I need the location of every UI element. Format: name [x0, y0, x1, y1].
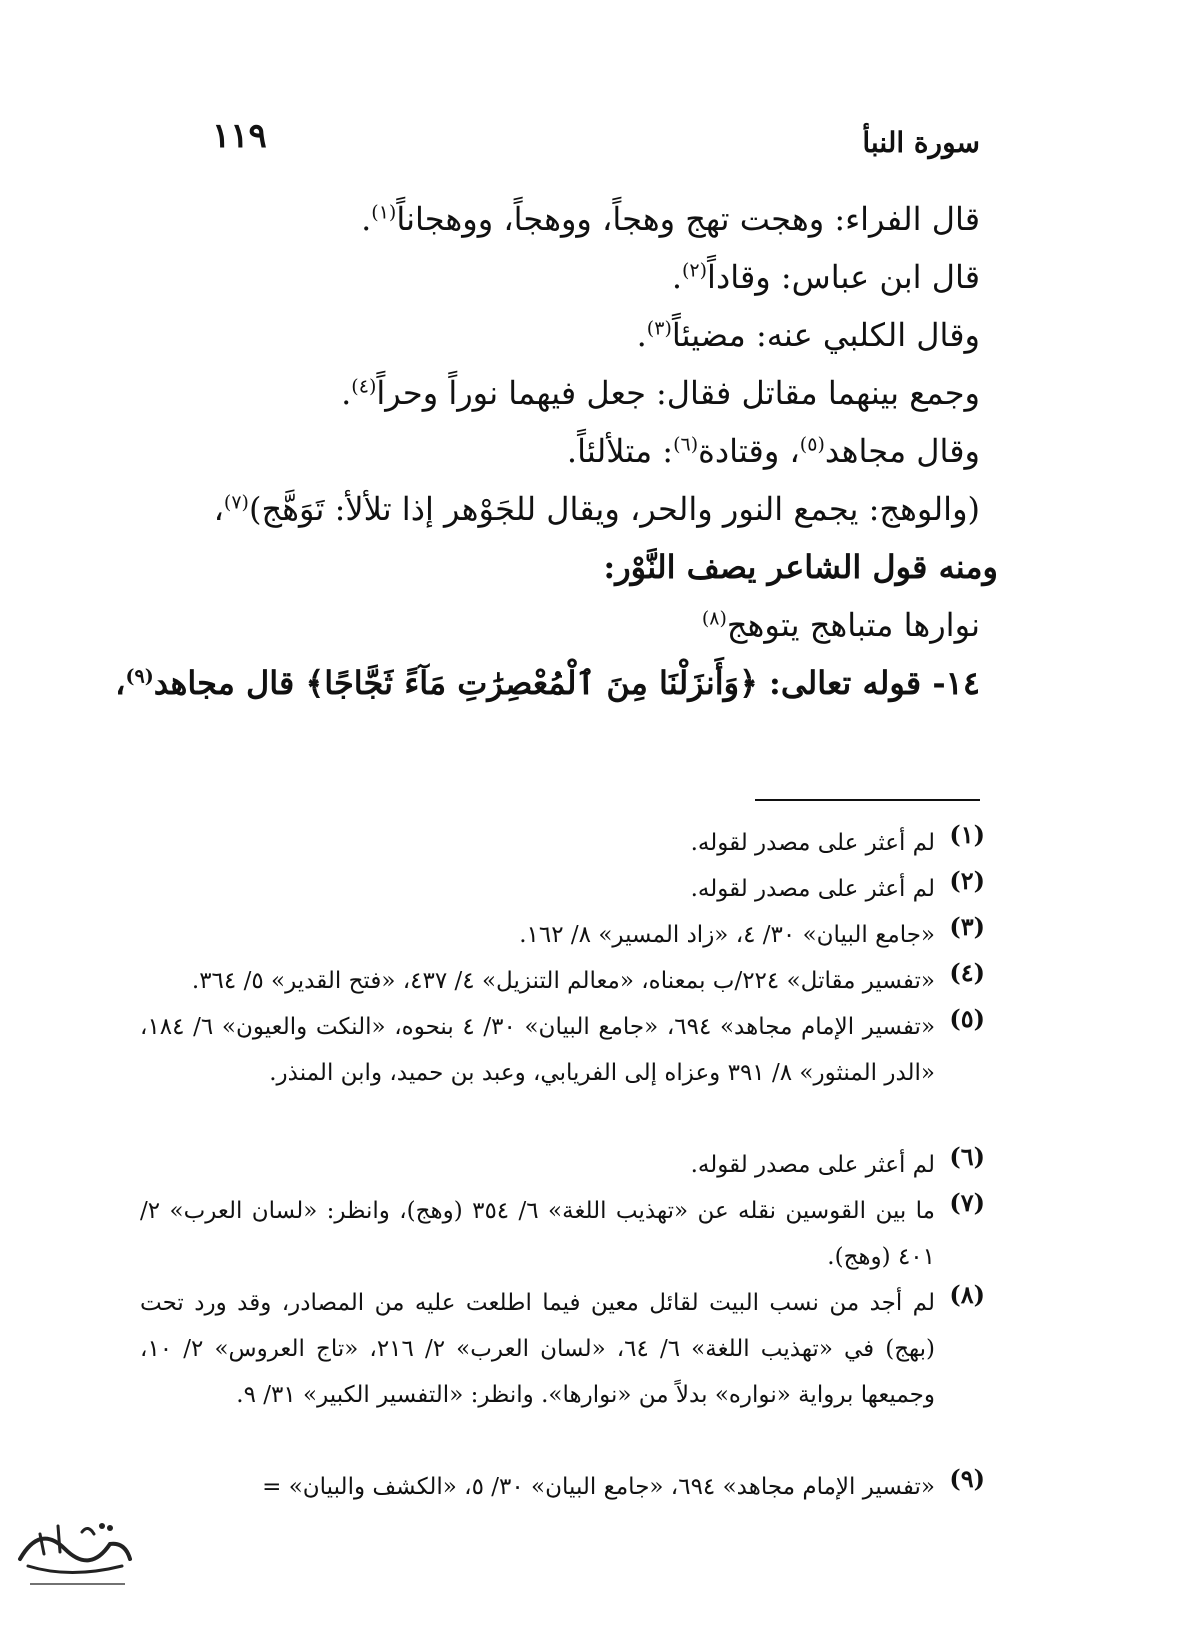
footnote-ref[interactable]: (١)	[371, 201, 397, 224]
publisher-logo	[10, 1504, 140, 1594]
footnote-text: لم أجد من نسب البيت لقائل معين فيما اطلعت عليه من المصادر، وقد ورد تحت (بهج) في «تهذيب اللغة» ٦/ ٦٤، «لسان العرب» ٢/ ٢١٦، «تاج العروس» ٢/ ١٠، وجميعها برواية «نواره» بدلاً من «نوارها». وانظر: «التفسير الكبير» ٣١/ ٩.	[140, 1290, 936, 1408]
footnote-number: (٣)	[949, 912, 985, 941]
footnote-number: (٥)	[949, 1004, 985, 1033]
footnote-text: «تفسير الإمام مجاهد» ٦٩٤، «جامع البيان» ٣٠/ ٤ بنحوه، «النكت والعيون» ٦/ ١٨٤، «الدر المنثور» ٨/ ٣٩١ وعزاه إلى الفريابي، وعبد بن حميد، وابن المنذر.	[140, 1014, 936, 1086]
footnote-text: «تفسير الإمام مجاهد» ٦٩٤، «جامع البيان» ٣٠/ ٥، «الكشف والبيان» =	[262, 1474, 935, 1500]
text-line: (والوهج: يجمع النور والحر، ويقال للجَوْهر إذا تلألأ: تَوَهَّج)$^{(٧)}$،	[213, 490, 980, 528]
text-line: ومنه قول الشاعر يصف النَّوْر:	[603, 548, 998, 586]
page-number: ١١٩	[212, 116, 267, 156]
verse-line: نوارها متباهج يتوهج$^{(٨)}$	[701, 606, 980, 644]
footnote-number: (٤)	[949, 958, 985, 987]
page-header	[200, 108, 980, 168]
footnote-number: (٨)	[949, 1280, 985, 1309]
footnote-number: (٢)	[949, 866, 985, 895]
footnote-text: لم أعثر على مصدر لقوله.	[690, 876, 935, 902]
footnote-text: «تفسير مقاتل» ٢٢٤/ب بمعناه، «معالم التنزيل» ٤/ ٤٣٧، «فتح القدير» ٥/ ٣٦٤.	[191, 968, 935, 994]
footnote-text: لم أعثر على مصدر لقوله.	[690, 1152, 935, 1178]
footnote-text: لم أعثر على مصدر لقوله.	[690, 830, 935, 856]
text-line: وجمع بينهما مقاتل فقال: جعل فيهما نوراً وحراً$^{(٤)}$.	[341, 374, 980, 412]
footnote-divider	[755, 799, 980, 801]
footnote-ref[interactable]: (٦)	[673, 433, 699, 456]
footnote-text: ما بين القوسين نقله عن «تهذيب اللغة» ٦/ ٣٥٤ (وهج)، وانظر: «لسان العرب» ٢/ ٤٠١ (وهج).	[140, 1198, 935, 1270]
footnote-ref[interactable]: (٤)	[351, 375, 377, 398]
text-line: وقال مجاهد$^{(٥)}$، وقتادة$^{(٦)}$: متلألئاً.	[566, 432, 980, 470]
text-line: ١٤- قوله تعالى: ﴿وَأَنزَلْنَا مِنَ ٱلْمُعْصِرَٰتِ مَآءً ثَجَّاجًا﴾ قال مجاهد$^{(٩)}$،	[115, 664, 980, 702]
text-line: وقال الكلبي عنه: مضيئاً$^{(٣)}$.	[636, 316, 980, 354]
footnote-text: «جامع البيان» ٣٠/ ٤، «زاد المسير» ٨/ ١٦٢.	[519, 922, 935, 948]
footnote-number: (١)	[949, 820, 985, 849]
footnote-number: (٦)	[949, 1142, 985, 1171]
text-line: قال ابن عباس: وقاداً$^{(٢)}$.	[671, 258, 980, 296]
running-title: سورة النبأ	[862, 126, 980, 159]
footnote-ref[interactable]: (٣)	[646, 317, 672, 340]
footnote-ref[interactable]: (٩)	[125, 665, 154, 688]
footnote-number: (٧)	[949, 1188, 985, 1217]
footnote-ref[interactable]: (٢)	[681, 259, 708, 282]
footnote-ref[interactable]: (٧)	[223, 491, 249, 514]
footnote-ref[interactable]: (٨)	[701, 607, 727, 630]
footnote-ref[interactable]: (٥)	[799, 433, 825, 456]
footnote-number: (٩)	[949, 1464, 985, 1493]
text-line: قال الفراء: وهجت تهج وهجاً، ووهجاً، ووهجاناً$^{(١)}$.	[361, 200, 980, 238]
